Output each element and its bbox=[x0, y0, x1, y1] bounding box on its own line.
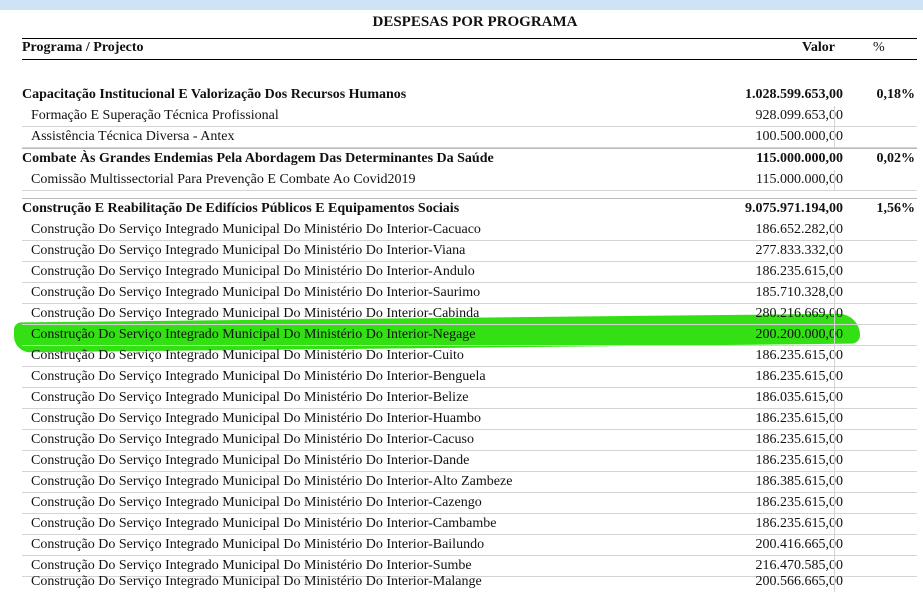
top-band bbox=[0, 0, 923, 10]
project-valor: 186.235.615,00 bbox=[755, 432, 843, 447]
program-name: Combate Às Grandes Endemias Pela Abordagem Das Determinantes Da Saúde bbox=[22, 151, 494, 166]
project-name: Construção Do Serviço Integrado Municipal Do Ministério Do Interior-Cacuso bbox=[31, 432, 474, 447]
project-name: Construção Do Serviço Integrado Municipal Do Ministério Do Interior-Alto Zambeze bbox=[31, 474, 513, 489]
project-row bbox=[22, 430, 917, 451]
project-valor: 280.216.669,00 bbox=[755, 306, 843, 321]
project-valor: 100.500.000,00 bbox=[755, 129, 843, 144]
program-name: Capacitação Institucional E Valorização Dos Recursos Humanos bbox=[22, 87, 407, 102]
project-valor: 186.235.615,00 bbox=[755, 348, 843, 363]
program-row bbox=[22, 198, 917, 219]
project-name: Construção Do Serviço Integrado Municipal Do Ministério Do Interior-Dande bbox=[31, 453, 470, 468]
project-row bbox=[22, 346, 917, 367]
project-valor: 186.235.615,00 bbox=[755, 453, 843, 468]
project-valor: 186.235.615,00 bbox=[755, 264, 843, 279]
project-row bbox=[22, 493, 917, 514]
project-name: Construção Do Serviço Integrado Municipal Do Ministério Do Interior-Bailundo bbox=[31, 537, 485, 552]
project-name: Construção Do Serviço Integrado Municipal Do Ministério Do Interior-Benguela bbox=[31, 369, 486, 384]
project-name: Construção Do Serviço Integrado Municipal Do Ministério Do Interior-Viana bbox=[31, 243, 466, 258]
program-name: Construção E Reabilitação De Edifícios Públicos E Equipamentos Sociais bbox=[22, 201, 460, 216]
project-valor: 115.000.000,00 bbox=[756, 172, 843, 187]
project-valor: 186.652.282,00 bbox=[755, 222, 843, 237]
project-valor: 277.833.332,00 bbox=[755, 243, 843, 258]
project-name: Construção Do Serviço Integrado Municipal Do Ministério Do Interior-Sumbe bbox=[31, 558, 472, 573]
program-pct: 0,02% bbox=[876, 151, 915, 166]
project-row bbox=[22, 241, 917, 262]
project-row bbox=[22, 388, 917, 409]
project-name: Construção Do Serviço Integrado Municipal Do Ministério Do Interior-Belize bbox=[31, 390, 469, 405]
project-valor: 200.200.000,00 bbox=[755, 327, 843, 342]
project-valor: 185.710.328,00 bbox=[755, 285, 843, 300]
project-name: Formação E Superação Técnica Profissional bbox=[31, 108, 279, 123]
project-valor: 186.035.615,00 bbox=[755, 390, 843, 405]
project-row bbox=[22, 106, 917, 127]
project-row-highlighted bbox=[22, 325, 917, 346]
project-row bbox=[22, 127, 917, 148]
project-row bbox=[22, 262, 917, 283]
project-valor: 186.235.615,00 bbox=[755, 369, 843, 384]
page-title: DESPESAS POR PROGRAMA bbox=[372, 14, 578, 30]
project-row bbox=[22, 220, 917, 241]
program-valor: 1.028.599.653,00 bbox=[745, 87, 843, 102]
header-valor: Valor bbox=[802, 40, 835, 55]
table-header bbox=[22, 38, 917, 60]
project-name: Construção Do Serviço Integrado Municipal Do Ministério Do Interior-Negage bbox=[31, 327, 476, 342]
project-row bbox=[22, 472, 917, 493]
project-row bbox=[22, 409, 917, 430]
project-row bbox=[22, 572, 917, 592]
project-name: Construção Do Serviço Integrado Municipal Do Ministério Do Interior-Huambo bbox=[31, 411, 481, 426]
project-valor: 186.235.615,00 bbox=[755, 495, 843, 510]
program-valor: 9.075.971.194,00 bbox=[745, 201, 843, 216]
project-name: Construção Do Serviço Integrado Municipal Do Ministério Do Interior-Cuito bbox=[31, 348, 464, 363]
project-valor: 928.099.653,00 bbox=[755, 108, 843, 123]
project-row bbox=[22, 367, 917, 388]
project-valor: 186.235.615,00 bbox=[755, 411, 843, 426]
project-name: Construção Do Serviço Integrado Municipal Do Ministério Do Interior-Andulo bbox=[31, 264, 475, 279]
project-row bbox=[22, 535, 917, 556]
project-valor: 200.416.665,00 bbox=[755, 537, 843, 552]
program-row bbox=[22, 85, 917, 105]
header-programa: Programa / Projecto bbox=[22, 40, 144, 55]
project-valor: 186.385.615,00 bbox=[755, 474, 843, 489]
program-valor: 115.000.000,00 bbox=[756, 151, 843, 166]
program-row bbox=[22, 148, 917, 169]
project-name: Construção Do Serviço Integrado Municipal Do Ministério Do Interior-Cambambe bbox=[31, 516, 497, 531]
project-name: Construção Do Serviço Integrado Municipal Do Ministério Do Interior-Saurimo bbox=[31, 285, 481, 300]
project-name: Construção Do Serviço Integrado Municipal Do Ministério Do Interior-Cacuaco bbox=[31, 222, 481, 237]
project-name: Construção Do Serviço Integrado Municipal Do Ministério Do Interior-Malange bbox=[31, 574, 482, 589]
project-name: Construção Do Serviço Integrado Municipal Do Ministério Do Interior-Cazengo bbox=[31, 495, 482, 510]
project-valor: 186.235.615,00 bbox=[755, 516, 843, 531]
project-name: Comissão Multissectorial Para Prevenção E Combate Ao Covid2019 bbox=[31, 172, 416, 187]
project-row bbox=[22, 451, 917, 472]
program-pct: 1,56% bbox=[876, 201, 915, 216]
program-pct: 0,18% bbox=[876, 87, 915, 102]
project-name: Assistência Técnica Diversa - Antex bbox=[31, 129, 235, 144]
project-row bbox=[22, 283, 917, 304]
project-row bbox=[22, 514, 917, 535]
header-pct: % bbox=[873, 40, 885, 55]
project-valor: 216.470.585,00 bbox=[755, 558, 843, 573]
project-row bbox=[22, 304, 917, 325]
project-row bbox=[22, 170, 917, 191]
project-name: Construção Do Serviço Integrado Municipal Do Ministério Do Interior-Cabinda bbox=[31, 306, 480, 321]
project-valor: 200.566.665,00 bbox=[755, 574, 843, 589]
